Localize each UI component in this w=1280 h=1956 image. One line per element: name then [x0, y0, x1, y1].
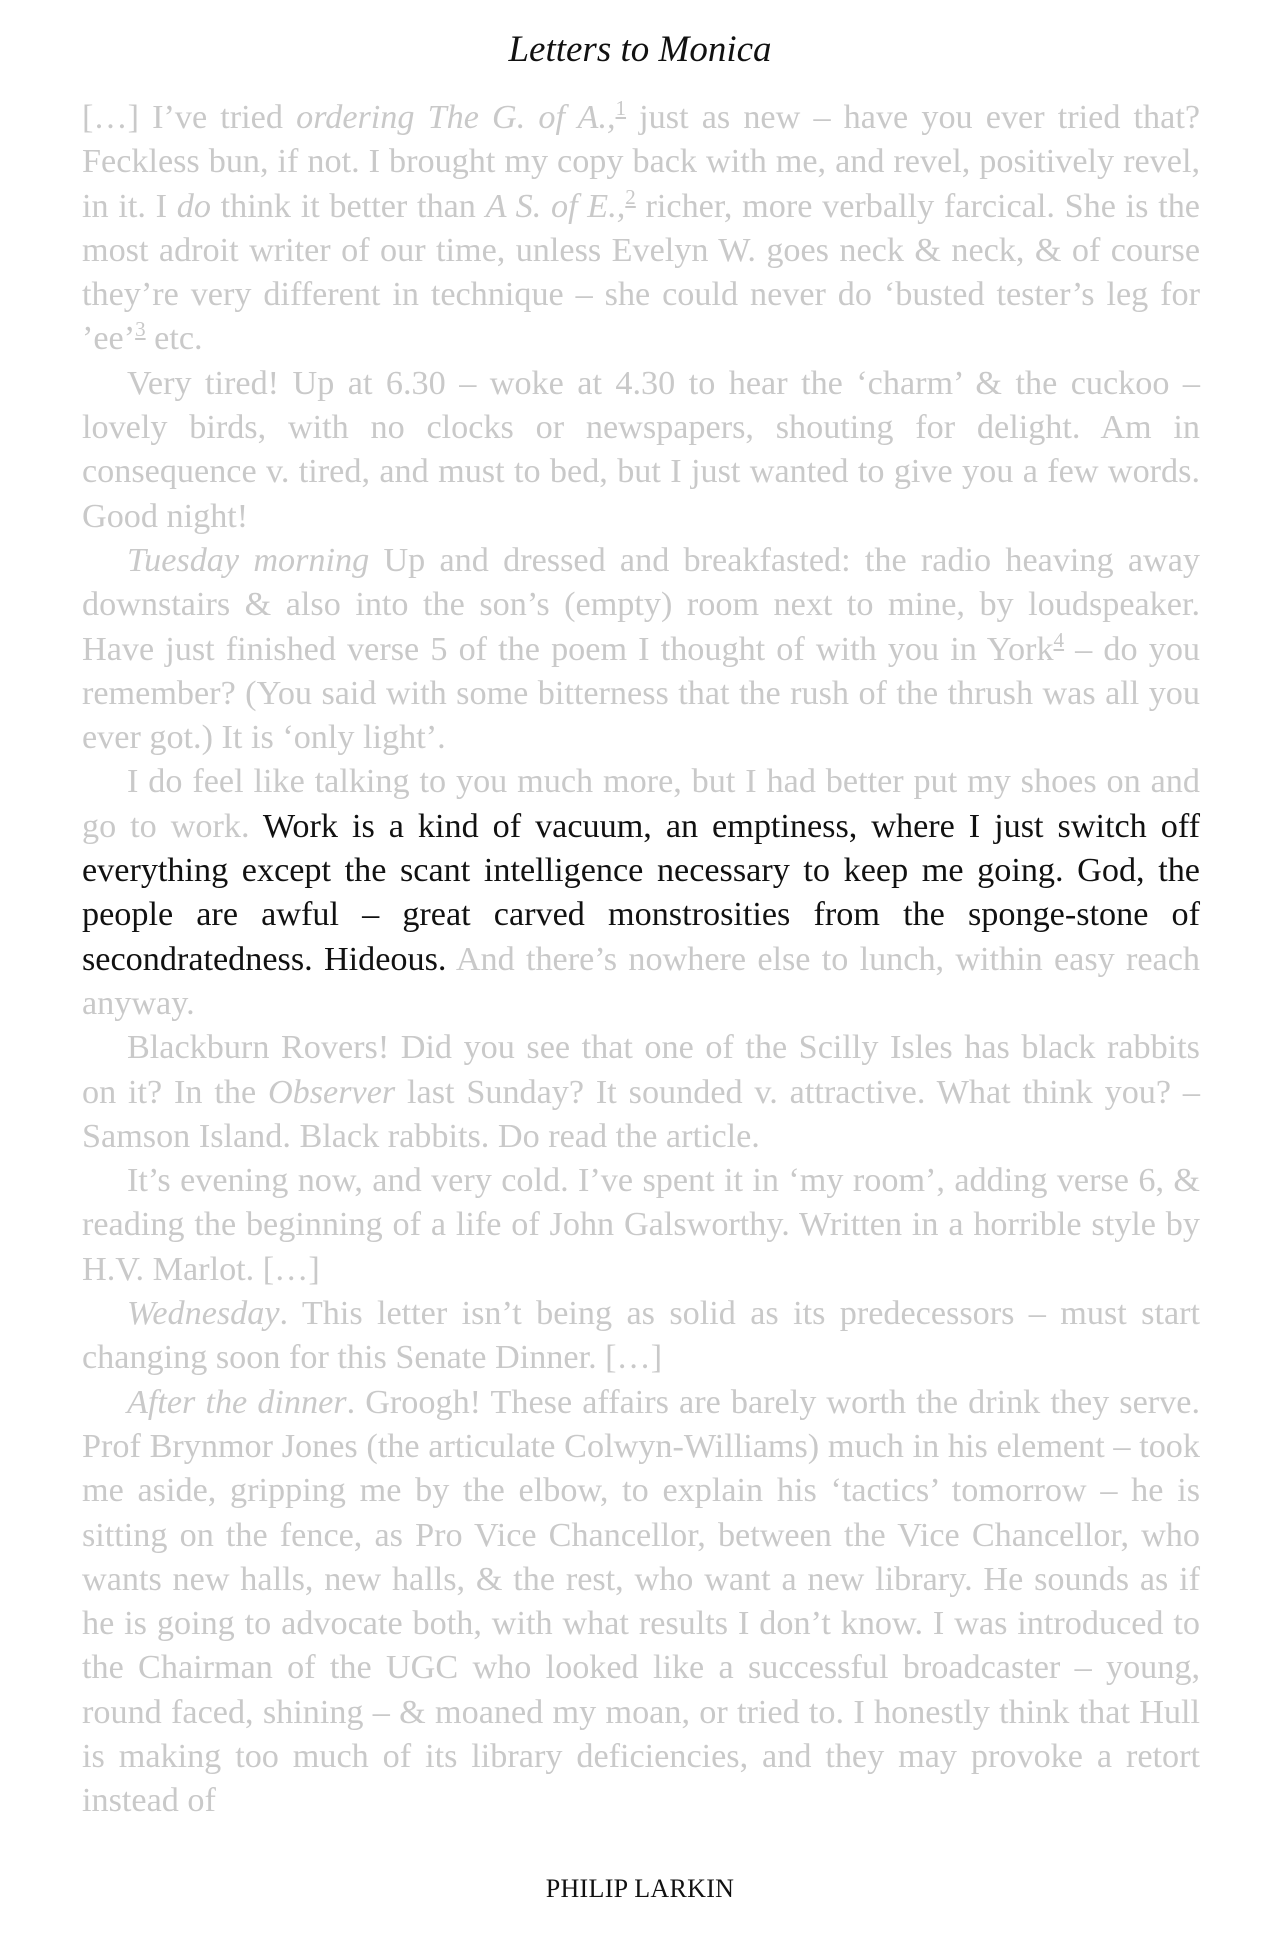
- paragraph-1: [82, 96, 1200, 362]
- paragraph-7: [82, 1292, 1200, 1381]
- p4-text-a: I do feel like talking to you much more, but I had better put my shoes on and go to work.: [82, 763, 1200, 845]
- p8-text-b: . Groogh! These affairs are barely worth the drink they serve. Prof Brynmor Jones (the articulate Colwyn-Williams) much in his element – took me aside, gripping me by the elbow, to explain his ‘tactics’ tomorrow – he is sitting on the fence, as Pro Vice Chancellor, between the Vice Chancellor, who wants new halls, new halls, & the rest, who want a new library. He sounds as if he is going to advocate both, with what results I don’t know. I was introduced to the Chairman of the UGC who looked like a successful broadcaster – young, round faced, shining – & moaned my moan, or tried to. I honestly think that Hull is making too much of its library deficiencies, and they may provoke a retort instead of: [82, 1383, 1200, 1820]
- paragraph-3: [82, 539, 1200, 760]
- p1-text-c: just as new – have you ever tried that? Feckless bun, if not. I brought my copy back with me, and revel, positively revel, in it. I: [82, 99, 1200, 225]
- paragraph-8: [82, 1381, 1200, 1824]
- p1-text-e: think it better than: [210, 187, 486, 225]
- highlighted-passage: Work is a kind of vacuum, an emptiness, where I just switch off everything except the scant intelligence necessary to keep me going. God, the people are awful – great carved monstrosities from the sponge-stone of secondratedness. Hideous.: [82, 807, 1200, 978]
- p1-text-g: richer, more verbally farcical. She is the most adroit writer of our time, unless Evelyn W. goes neck & neck, & of course they’re very different in technique – she could never do ‘busted tester’s leg for ’ee’: [82, 187, 1200, 358]
- footnote-ref-2[interactable]: 2: [625, 184, 636, 209]
- p7-text-b: . This letter isn’t being as solid as its predecessors – must start changing soon for this Senate Dinner. […]: [82, 1295, 1200, 1377]
- p1-title-a-s-of-e: A S. of E.,: [485, 187, 626, 225]
- footnote-ref-1[interactable]: 1: [615, 96, 627, 120]
- paragraph-6: It’s evening now, and very cold. I’ve spent it in ‘my room’, adding verse 6, & reading the beginning of a life of John Galsworthy. Written in a horrible style by H.V. Marlot. […]: [82, 1162, 1200, 1288]
- paragraph-4: [82, 760, 1200, 1026]
- p8-heading: After the dinner: [127, 1383, 347, 1421]
- p4-text-b: And there’s nowhere else to lunch, within easy reach anyway.: [82, 940, 1200, 1022]
- p1-text-a: […] I’ve tried: [82, 99, 297, 136]
- p1-emphasis-do: do: [176, 187, 211, 225]
- paragraph-5: [82, 1026, 1200, 1159]
- p1-text-h: etc.: [145, 320, 203, 358]
- p7-date-heading: Wednesday: [127, 1295, 280, 1333]
- p3-date-heading: Tuesday morning: [127, 541, 370, 579]
- running-foot: PHILIP LARKIN: [545, 1874, 735, 1903]
- p1-title-g-of-a: ordering The G. of A.,: [296, 99, 616, 136]
- letter-body: [82, 96, 1200, 1824]
- p5-title-observer: Observer: [267, 1073, 396, 1111]
- paragraph-2: Very tired! Up at 6.30 – woke at 4.30 to hear the ‘charm’ & the cuckoo – lovely birds, with no clocks or newspapers, shouting for delight. Am in consequence v. tired, and must to bed, but I just wanted to give you a few words. Good night!: [82, 364, 1200, 535]
- p5-text-c: last Sunday? It sounded v. attractive. What think you? – Samson Island. Black rabbits. Do read the article.: [82, 1073, 1201, 1155]
- p3-text-b: Up and dressed and breakfasted: the radio heaving away downstairs & also into the son’s (empty) room next to mine, by loudspeaker. Have just finished verse 5 of the poem I thought of with you in York: [82, 541, 1200, 668]
- p5-text-a: Blackburn Rovers! Did you see that one of the Scilly Isles has black rabbits on it? In the: [82, 1029, 1200, 1111]
- footnote-ref-4[interactable]: 4: [1053, 627, 1065, 652]
- running-head: Letters to Monica: [508, 29, 772, 70]
- footnote-ref-3[interactable]: 3: [135, 317, 146, 342]
- p3-text-c: – do you remember? (You said with some bitterness that the rush of the thrush was all you ever got.) It is ‘only light’.: [82, 630, 1201, 757]
